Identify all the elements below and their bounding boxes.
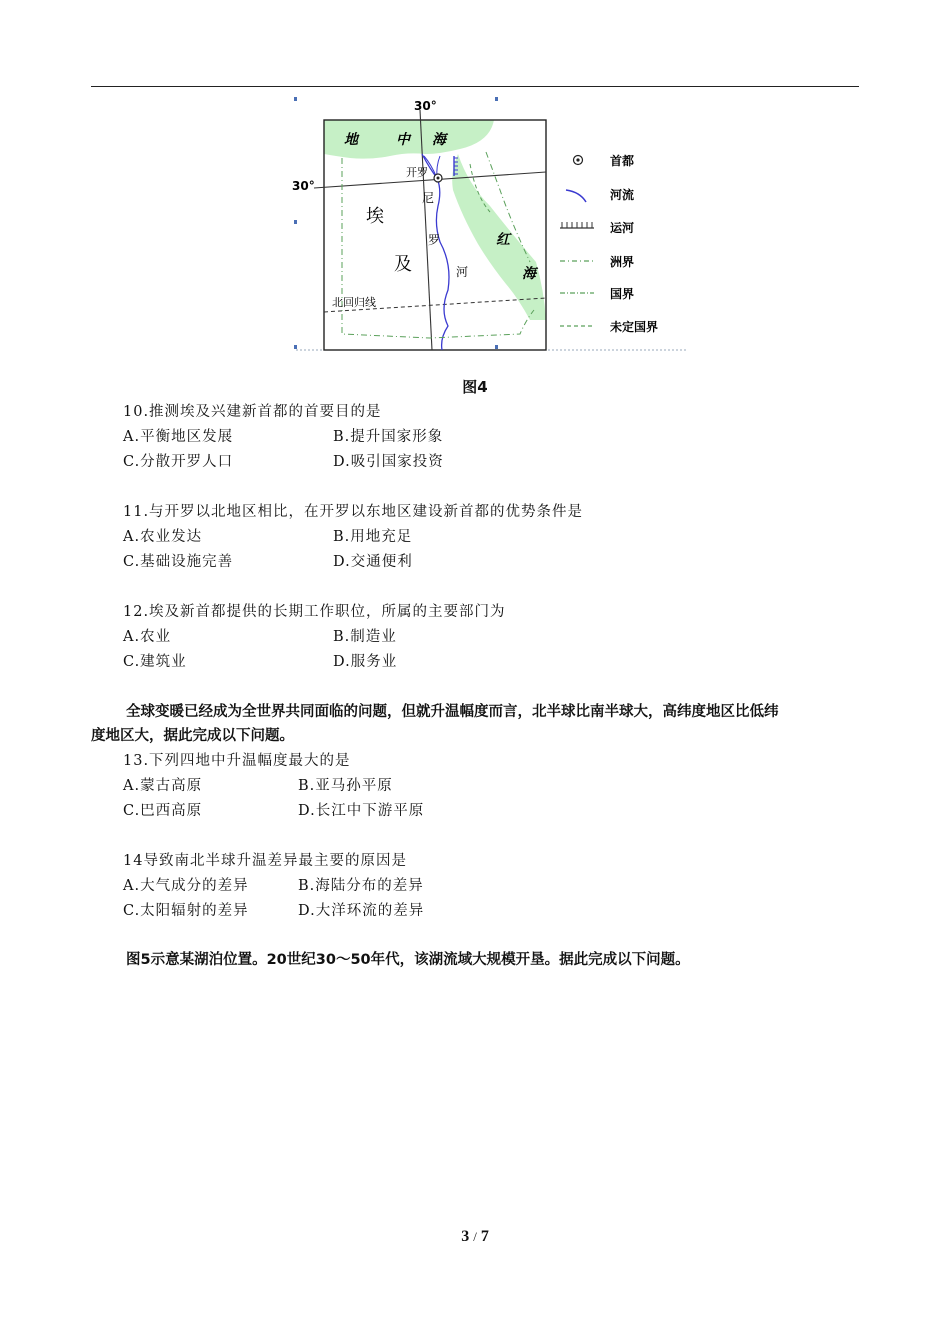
selection-handle: [294, 345, 297, 349]
nile-char-3: 河: [456, 265, 469, 279]
question-11-stem: 11.与开罗以北地区相比，在开罗以东地区建设新首都的优势条件是: [123, 504, 584, 520]
legend-capital-label: 首都: [610, 154, 635, 168]
capital-icon-dot: [576, 158, 579, 161]
page-separator: /: [473, 1229, 477, 1244]
mediterranean-char-2: 中: [396, 132, 410, 148]
nile-char-1: 尼: [422, 191, 435, 205]
longitude-label: 30°: [414, 99, 437, 113]
question-13-option-c[interactable]: C.巴西高原: [123, 803, 203, 819]
question-12-option-c[interactable]: C.建筑业: [123, 654, 187, 670]
cairo-capital-dot: [437, 177, 440, 180]
red-sea-char-1: 红: [496, 232, 510, 248]
egypt-char-2: 及: [394, 254, 412, 275]
mediterranean-char-1: 地: [344, 132, 358, 148]
question-10-option-b[interactable]: B.提升国家形象: [333, 429, 444, 445]
parallel-30: [314, 172, 546, 188]
selection-handle: [495, 345, 498, 349]
legend-river-label: 河流: [610, 188, 635, 202]
tropic-label: 北回归线: [332, 296, 376, 309]
nile-river: [422, 154, 449, 350]
figure-4-map: [290, 94, 690, 356]
question-13-option-a[interactable]: A.蒙古高原: [123, 778, 203, 794]
river-icon: [566, 190, 586, 202]
latitude-label: 30°: [292, 179, 315, 193]
mediterranean-char-3: 海: [432, 132, 446, 148]
page-current: 3: [461, 1228, 470, 1245]
legend-national-boundary-label: 国界: [610, 287, 635, 301]
page-number: [0, 1228, 950, 1246]
passage-global-warming-line-1: 全球变暖已经成为全世界共同面临的问题，但就升温幅度而言，北半球比南半球大，高纬度地区比低纬: [126, 704, 779, 720]
egypt-char-1: 埃: [366, 206, 384, 227]
question-13-option-b[interactable]: B.亚马孙平原: [298, 778, 393, 794]
legend-canal-label: 运河: [610, 221, 635, 235]
question-14-option-c[interactable]: C.太阳辐射的差异: [123, 903, 249, 919]
question-11-option-c[interactable]: C.基础设施完善: [123, 554, 234, 570]
question-11-option-a[interactable]: A.农业发达: [123, 529, 203, 545]
legend-undetermined-boundary-label: 未定国界: [610, 320, 659, 334]
header-rule: [91, 86, 859, 87]
red-sea-char-2: 海: [522, 266, 536, 282]
passage-figure-5-intro: 图5示意某湖泊位置。20世纪30～50年代，该湖流域大规模开垦。据此完成以下问题。: [126, 952, 690, 968]
question-10-option-a[interactable]: A.平衡地区发展: [123, 429, 234, 445]
question-13-option-d[interactable]: D.长江中下游平原: [298, 803, 425, 819]
selection-handle: [294, 97, 297, 101]
question-12-option-a[interactable]: A.农业: [123, 629, 172, 645]
question-14-stem: 14导致南北半球升温差异最主要的原因是: [123, 853, 407, 869]
question-14-option-a[interactable]: A.大气成分的差异: [123, 878, 249, 894]
passage-global-warming-line-2: 度地区大，据此完成以下问题。: [91, 728, 294, 744]
figure-4-caption: 图4: [462, 378, 488, 396]
selection-handle: [495, 97, 498, 101]
question-14-option-b[interactable]: B.海陆分布的差异: [298, 878, 424, 894]
question-11-option-b[interactable]: B.用地充足: [333, 529, 413, 545]
canal-icon-ticks: [562, 222, 592, 228]
page-total: 7: [480, 1228, 489, 1245]
question-10-option-d[interactable]: D.吸引国家投资: [333, 454, 444, 470]
question-12-option-b[interactable]: B.制造业: [333, 629, 397, 645]
question-10-option-c[interactable]: C.分散开罗人口: [123, 454, 234, 470]
question-12-option-d[interactable]: D.服务业: [333, 654, 398, 670]
question-12-stem: 12.埃及新首都提供的长期工作职位，所属的主要部门为: [123, 604, 506, 620]
map-legend: [560, 153, 658, 334]
legend-continent-boundary-label: 洲界: [610, 255, 635, 269]
cairo-label: 开罗: [406, 166, 428, 179]
question-11-option-d[interactable]: D.交通便利: [333, 554, 413, 570]
question-14-option-d[interactable]: D.大洋环流的差异: [298, 903, 425, 919]
egypt-map-svg: [290, 94, 690, 356]
question-10-stem: 10.推测埃及兴建新首都的首要目的是: [123, 404, 382, 420]
question-13-stem: 13.下列四地中升温幅度最大的是: [123, 753, 351, 769]
nile-char-2: 罗: [428, 233, 441, 247]
selection-handle: [294, 220, 297, 224]
